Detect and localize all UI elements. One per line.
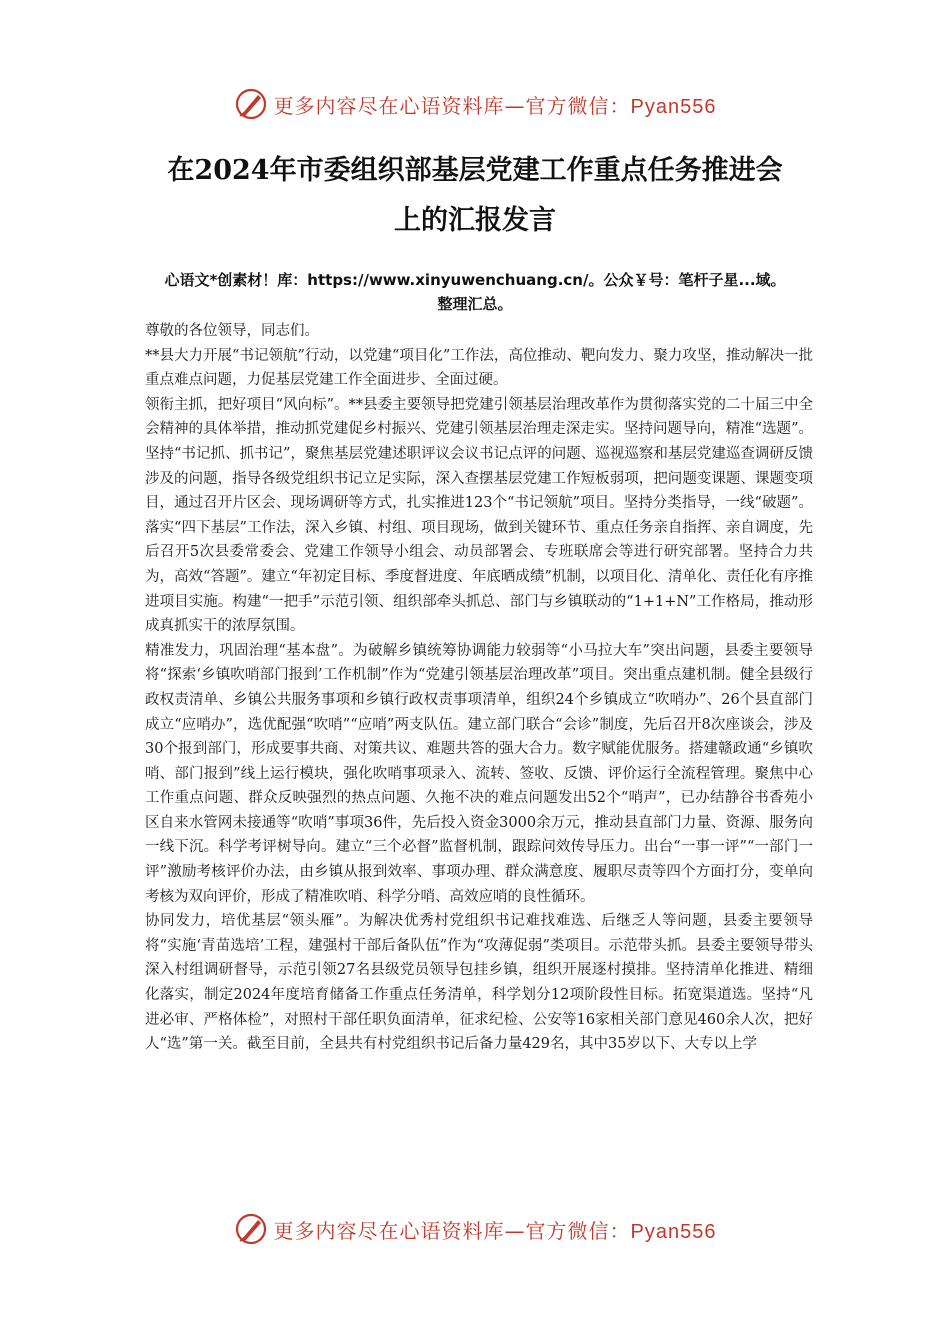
source-line-2: 整理汇总。 [437,295,513,313]
paragraph-intro: **县大力开展“书记领航”行动，以党建“项目化”工作法，高位推动、靶向发力、聚力攻坚，推动解决一批重点难点问题，力促基层党建工作全面进步、全面过硬。 [145,347,813,389]
watermark-text: 更多内容尽在心语资料库—官方微信：Pyan556 [273,1218,717,1243]
quill-pen-logo-icon [234,87,268,121]
title-line-2: 上的汇报发言 [394,205,556,236]
paragraph-section-2: 精准发力，巩固治理“基本盘”。为破解乡镇统筹协调能力较弱等“小马拉大车”突出问题，县委主要领导将“探索‘乡镇吹哨部门报到’工作机制”作为“党建引领基层治理改革”项目。突出重点建机制。健全县级行政权责清单、乡镇公共服务事项和乡镇行政权责事项清单，组织24个乡镇成立“吹哨办”、26个县直部门成立“应哨办”，选优配强“吹哨”“应哨”两支队伍。建立部门联合“会诊”制度，先后召开8次座谈会，涉及30个报到部门，形成要事共商、对策共议、难题共答的强大合力。数字赋能优服务。搭建赣政通“乡镇吹哨、部门报到”线上运行模块，强化吹哨事项录入、流转、签收、反馈、评价运行全流程管理。聚焦中心工作重点问题、群众反映强烈的热点问题、久拖不决的难点问题发出52个“哨声”，已办结静谷书香苑小区自来水管网未接通等“吹哨”事项36件，先后投入资金3000余万元，推动县直部门力量、资源、服务向一线下沉。科学考评树导向。建立“三个必督”监督机制，跟踪问效传导压力。出台“一事一评”“一部门一评”激励考核评价办法，由乡镇从报到效率、事项办理、群众满意度、履职尽责等四个方面打分，变单向考核为双向评价，形成了精准吹哨、科学分哨、高效应哨的良性循环。 [145,642,813,905]
document-body [145,319,813,1057]
watermark-text: 更多内容尽在心语资料库—官方微信：Pyan556 [273,93,717,118]
source-line-1: 心语文*创素材！库：https://www.xinyuwenchuang.cn/。公众￥号：笔杆子星...域。 [164,271,786,289]
title-line-1: 在2024年市委组织部基层党建工作重点任务推进会 [167,155,783,186]
watermark-banner-bottom [0,1209,950,1249]
paragraph-section-1: 领衔主抓，把好项目“风向标”。**县委主要领导把党建引领基层治理改革作为贯彻落实党的二十届三中全会精神的具体举措，推动抓党建促乡村振兴、党建引领基层治理走深走实。坚持问题导向，精准“选题”。坚持“书记抓、抓书记”，聚焦基层党建述职评议会议书记点评的问题、巡视巡察和基层党建巡查调研反馈涉及的问题，指导各级党组织书记立足实际，深入查摆基层党建工作短板弱项，把问题变课题、课题变项目，通过召开片区会、现场调研等方式，扎实推进123个“书记领航”项目。坚持分类指导，一线“破题”。落实“四下基层”工作法，深入乡镇、村组、项目现场，做到关键环节、重点任务亲自指挥、亲自调度，先后召开5次县委常委会、党建工作领导小组会、动员部署会、专班联席会等进行研究部署。坚持合力共为，高效“答题”。建立“年初定目标、季度督进度、年底晒成绩”机制，以项目化、清单化、责任化有序推进项目实施。构建“一把手”示范引领、组织部牵头抓总、部门与乡镇联动的“1+1+N”工作格局，推动形成真抓实干的浓厚氛围。 [145,396,813,635]
document-title [120,146,830,246]
paragraph-section-3: 协同发力，培优基层“领头雁”。为解决优秀村党组织书记难找难选、后继乏人等问题，县委主要领导将“实施‘青苗选培’工程，建强村干部后备队伍”作为“攻薄促弱”类项目。示范带头抓。县委主要领导带头深入村组调研督导，示范引领27名县级党员领导包挂乡镇，组织开展逐村摸排。坚持清单化推进、精细化落实，制定2024年度培育储备工作重点任务清单，科学划分12项阶段性目标。拓宽渠道选。坚持“凡进必审、严格体检”，对照村干部任职负面清单，征求纪检、公安等16家相关部门意见460余人次，把好人“选”第一关。截至目前，全县共有村党组织书记后备力量429名，其中35岁以下、大专以上学 [145,913,813,1053]
source-note [130,268,820,316]
quill-pen-logo-icon [234,1212,268,1246]
watermark-banner-top [0,84,950,124]
paragraph-greeting: 尊敬的各位领导，同志们。 [145,323,319,339]
